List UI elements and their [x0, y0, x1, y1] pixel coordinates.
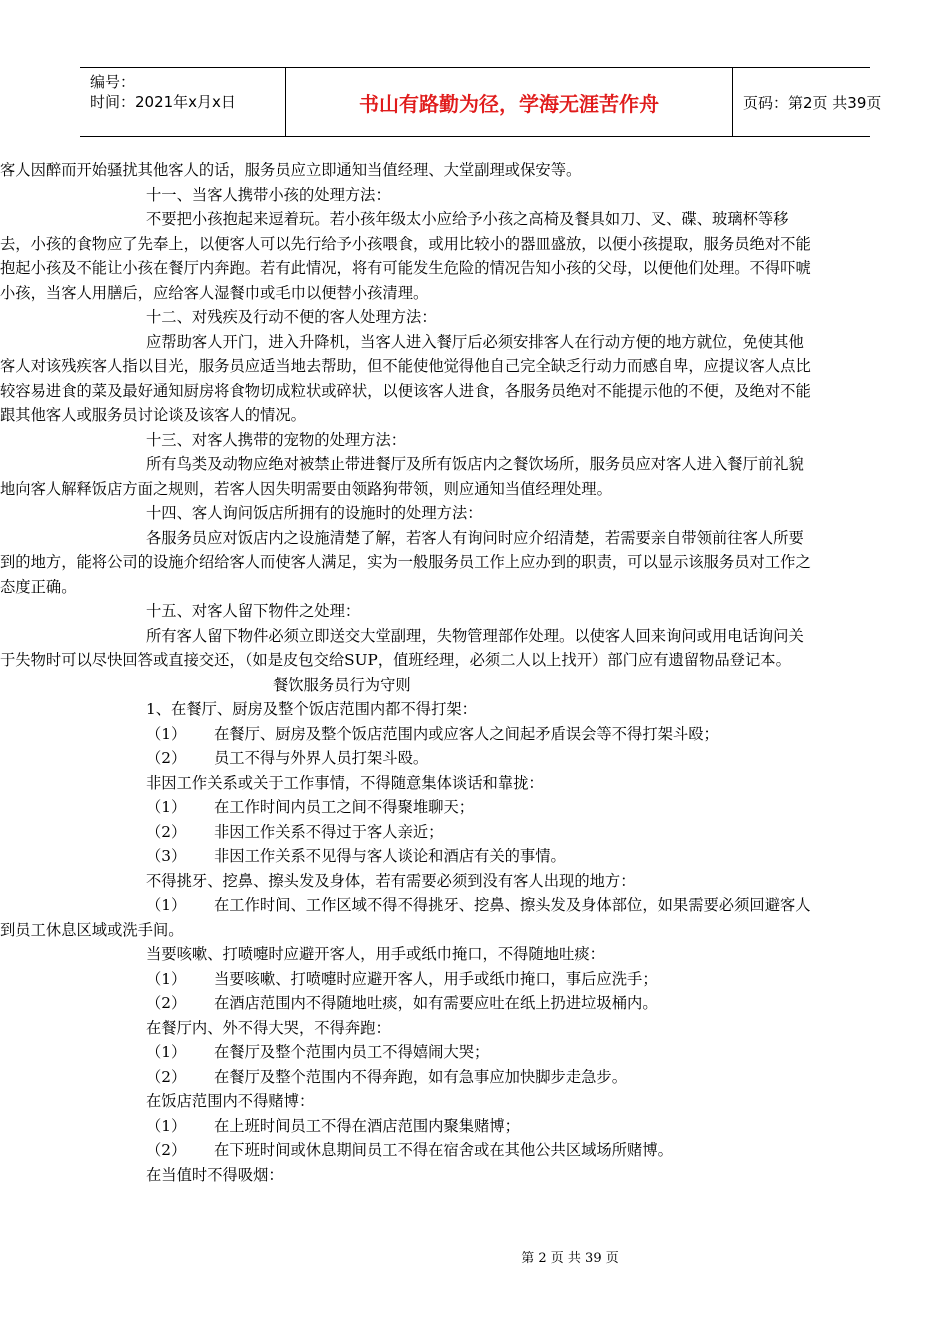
- rule-heading: 在餐厅内、外不得大哭，不得奔跑：: [146, 1018, 391, 1037]
- item-text: 在上班时间员工不得在酒店范围内聚集赌博；: [214, 1116, 520, 1135]
- page-header: [80, 67, 882, 137]
- section-heading: 十二、对残疾及行动不便的客人处理方法：: [146, 308, 437, 326]
- list-item: [0, 893, 812, 942]
- item-text: 员工不得与外界人员打架斗殴。: [214, 749, 429, 767]
- item-text: 在餐厅及整个范围内员工不得嬉闹大哭；: [214, 1043, 490, 1061]
- item-number: （2）: [146, 1067, 187, 1086]
- item-text: 在餐厅、厨房及整个饭店范围内或应客人之间起矛盾误会等不得打架斗殴；: [214, 724, 719, 743]
- rule-heading: 在当值时不得吸烟：: [146, 1165, 284, 1184]
- item-number: （1）: [146, 724, 187, 743]
- header-motto: 书山有路勤为径，学海无涯苦作舟: [285, 68, 733, 136]
- list-item: [0, 991, 812, 1016]
- section-heading: 十三、对客人携带的宠物的处理方法：: [146, 430, 407, 449]
- item-number: （2）: [146, 994, 187, 1012]
- item-number: （2）: [146, 749, 187, 767]
- item-text: 非因工作关系不得过于客人亲近；: [214, 822, 444, 841]
- paragraph: 应帮助客人开门，进入升降机，当客人进入餐厅后必须安排客人在行动方便的地方就位，免使其他客人对该残疾客人指以目光，服务员应适当地去帮助，但不能使他觉得他自己完全缺乏行动力而感自卑，应提议客人点比较容易进食的菜及最好通知厨房将食物切成粒状或碎状，以便该客人进食，各服务员绝对不能提示他的不便，及绝对不能跟其他客人或服务员讨论谈及该客人的情况。: [0, 332, 811, 424]
- item-text: 在下班时间或休息期间员工不得在宿舍或在其他公共区域场所赌博。: [214, 1141, 673, 1159]
- rule-heading: 当要咳嗽、打喷嚏时应避开客人，用手或纸巾掩口，不得随地吐痰：: [146, 945, 605, 963]
- list-item: [0, 722, 812, 747]
- item-number: （1）: [146, 896, 187, 914]
- section-heading: 十四、客人询问饭店所拥有的设施时的处理方法：: [146, 504, 483, 522]
- item-number: （1）: [146, 1116, 187, 1135]
- list-item: [0, 967, 812, 992]
- paragraph: 所有鸟类及动物应绝对被禁止带进餐厅及所有饭店内之餐饮场所，服务员应对客人进入餐厅前礼貌地向客人解释饭店方面之规则，若客人因失明需要由领路狗带领，则应通知当值经理处理。: [0, 455, 804, 498]
- rule-heading: 非因工作关系或关于工作事情，不得随意集体谈话和靠拢：: [146, 773, 544, 792]
- item-number: （2）: [146, 822, 187, 841]
- paragraph: 客人因醉而开始骚扰其他客人的话，服务员应立即通知当值经理、大堂副理或保安等。: [0, 161, 582, 179]
- rules-title: 餐饮服务员行为守则: [273, 675, 411, 694]
- item-text: 在工作时间内员工之间不得聚堆聊天；: [214, 798, 475, 816]
- item-text: 在工作时间、工作区域不得不得挑牙、挖鼻、擦头发及身体部位，如果需要必须回避客人到员工休息区域或洗手间。: [0, 896, 811, 939]
- header-page-number: 页码：第2页 共39页: [743, 93, 882, 112]
- item-number: （1）: [146, 798, 187, 816]
- time-label: 时间：2021年x月x日: [90, 93, 236, 111]
- item-text: 在酒店范围内不得随地吐痰，如有需要应吐在纸上扔进垃圾桶内。: [214, 994, 658, 1012]
- document-body: [0, 158, 812, 1187]
- item-text: 非因工作关系不见得与客人谈论和酒店有关的事情。: [214, 847, 566, 865]
- list-item: [0, 746, 812, 771]
- item-number: （1）: [146, 1043, 187, 1061]
- list-item: [0, 820, 812, 845]
- code-label: 编号：: [90, 73, 136, 91]
- item-number: （3）: [146, 847, 187, 865]
- rule-heading: 在饭店范围内不得赌博：: [146, 1092, 315, 1110]
- list-item: [0, 844, 812, 869]
- footer-page-number: 第 2 页 共 39 页: [521, 1251, 619, 1266]
- section-heading: 十五、对客人留下物件之处理：: [146, 602, 361, 620]
- list-item: [0, 1114, 812, 1139]
- item-number: （1）: [146, 969, 187, 988]
- list-item: [0, 795, 812, 820]
- item-text: 在餐厅及整个范围内不得奔跑，如有急事应加快脚步走急步。: [214, 1067, 628, 1086]
- header-meta: [80, 68, 285, 136]
- paragraph: 各服务员应对饭店内之设施清楚了解，若客人有询问时应介绍清楚，若需要亲自带领前往客人所要到的地方，能将公司的设施介绍给客人而使客人满足，实为一般服务员工作上应办到的职责，可以显示该服务员对工作之态度正确。: [0, 528, 811, 596]
- rule-heading: 1、在餐厅、厨房及整个饭店范围内都不得打架：: [146, 700, 477, 718]
- page-footer: [0, 1247, 950, 1266]
- paragraph: 不要把小孩抱起来逗着玩。若小孩年级太小应给予小孩之高椅及餐具如刀、叉、碟、玻璃杯等移去，小孩的食物应了先奉上，以便客人可以先行给予小孩喂食，或用比较小的器皿盛放，以便小孩提取，服务员绝对不能抱起小孩及不能让小孩在餐厅内奔跑。若有此情况，将有可能发生危险的情况告知小孩的父母，以便他们处理。不得吓唬小孩，当客人用膳后，应给客人湿餐巾或毛巾以便替小孩清理。: [0, 210, 811, 302]
- item-text: 当要咳嗽、打喷嚏时应避开客人，用手或纸巾掩口，事后应洗手；: [214, 969, 658, 988]
- list-item: [0, 1040, 812, 1065]
- item-number: （2）: [146, 1141, 187, 1159]
- paragraph: 所有客人留下物件必须立即送交大堂副理，失物管理部作处理。以使客人回来询问或用电话询问关于失物时可以尽快回答或直接交还，（如是皮包交给SUP，值班经理，必须二人以上找开）部门应有遗留物品登记本。: [0, 626, 804, 669]
- list-item: [0, 1065, 812, 1090]
- section-heading: 十一、当客人携带小孩的处理方法：: [146, 185, 391, 204]
- list-item: [0, 1138, 812, 1163]
- rule-heading: 不得挑牙、挖鼻、擦头发及身体，若有需要必须到没有客人出现的地方：: [146, 871, 636, 890]
